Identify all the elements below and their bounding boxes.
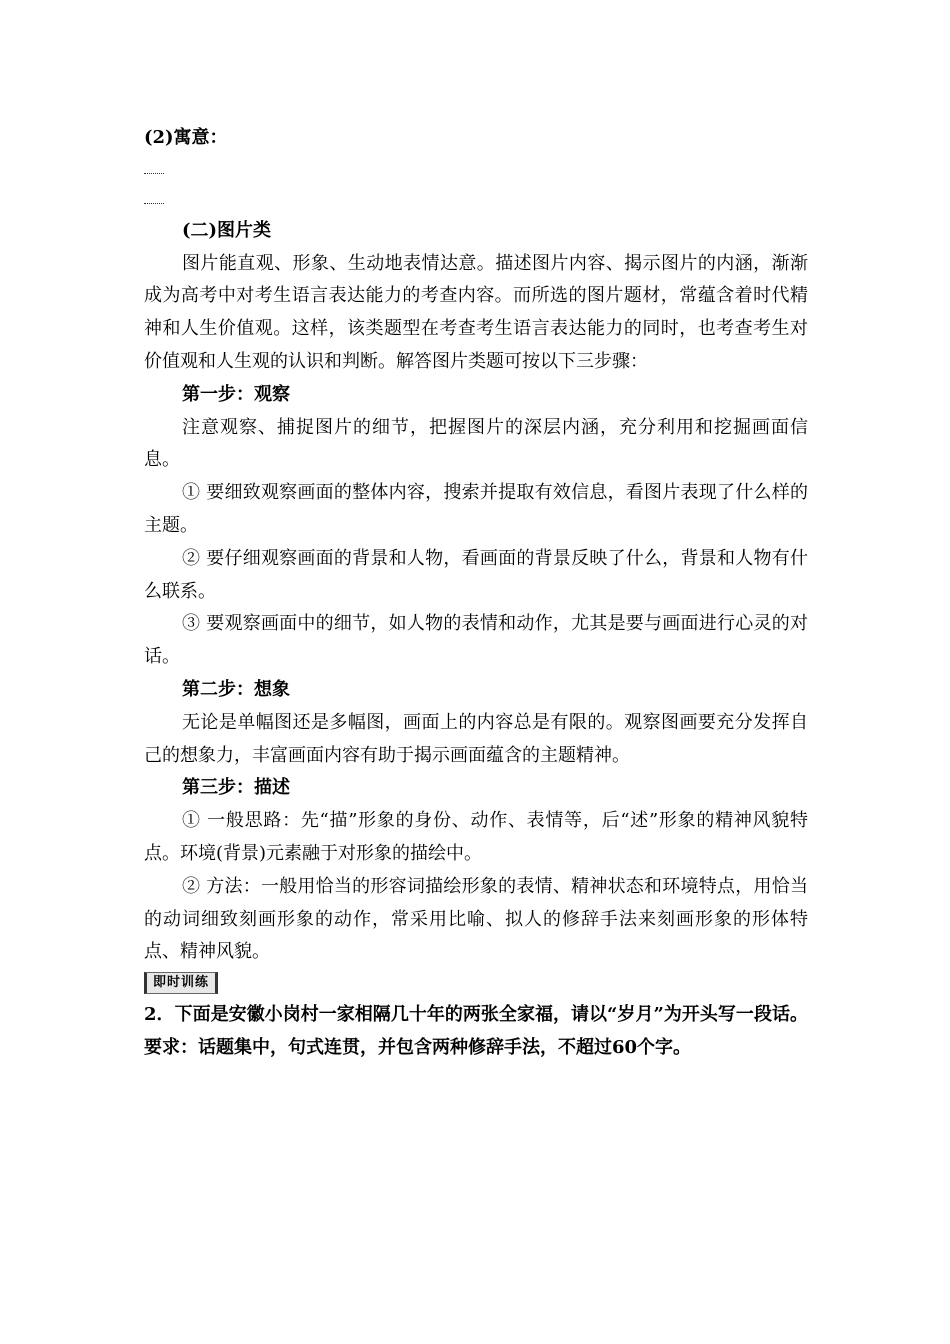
step1-body: 注意观察、捕捉图片的细节，把握图片的深层内涵，充分利用和挖掘画面信息。: [144, 416, 808, 471]
step2-title: 第二步：想象: [182, 678, 290, 700]
section-2-label: (2)寓意：: [144, 127, 228, 148]
step1-item: ③ 要观察画面中的细节，如人物的表情和动作，尤其是要与画面进行心灵的对话。: [144, 613, 808, 668]
practice-badge-row: [144, 971, 808, 997]
step3-title: 第三步：描述: [182, 777, 290, 799]
answer-blank-line: [144, 155, 808, 185]
step2-body: 无论是单幅图还是多幅图，画面上的内容总是有限的。观察图画要充分发挥自己的想象力，丰富画面内容有助于揭示画面蕴含的主题精神。: [144, 711, 808, 766]
step3-item: ① 一般思路：先“描”形象的身份、动作、表情等，后“述”形象的精神风貌特点。环境(背景)元素融于对形象的描绘中。: [144, 810, 808, 864]
step1-title: 第一步：观察: [182, 383, 290, 405]
practice-badge: 即时训练: [144, 972, 218, 994]
section-heading: (二)图片类: [182, 219, 272, 241]
intro-paragraph: 图片能直观、形象、生动地表情达意。描述图片内容、揭示图片的内涵，渐渐成为高考中对考生语言表达能力的考查内容。而所选的图片题材，常蕴含着时代精神和人生价值观。这样，该类题型在考查考生语言表达能力的同时，也考查考生对价值观和人生观的认识和判断。解答图片类题可按以下三步骤：: [144, 252, 808, 372]
step3-item: ② 方法：一般用恰当的形容词描绘形象的表情、精神状态和环境特点，用恰当的动词细致刻画形象的动作，常采用比喻、拟人的修辞手法来刻画形象的形体特点、精神风貌。: [144, 875, 808, 963]
document-content: [144, 122, 808, 1065]
step1-item: ② 要仔细观察画面的背景和人物，看画面的背景反映了什么，背景和人物有什么联系。: [144, 547, 808, 602]
answer-blank-line: [144, 185, 808, 215]
practice-question: 2．下面是安徽小岗村一家相隔几十年的两张全家福，请以“岁月”为开头写一段话。要求：话题集中，句式连贯，并包含两种修辞手法，不超过60个字。: [144, 1004, 808, 1058]
step1-item: ① 要细致观察画面的整体内容，搜索并提取有效信息，看图片表现了什么样的主题。: [144, 482, 808, 536]
